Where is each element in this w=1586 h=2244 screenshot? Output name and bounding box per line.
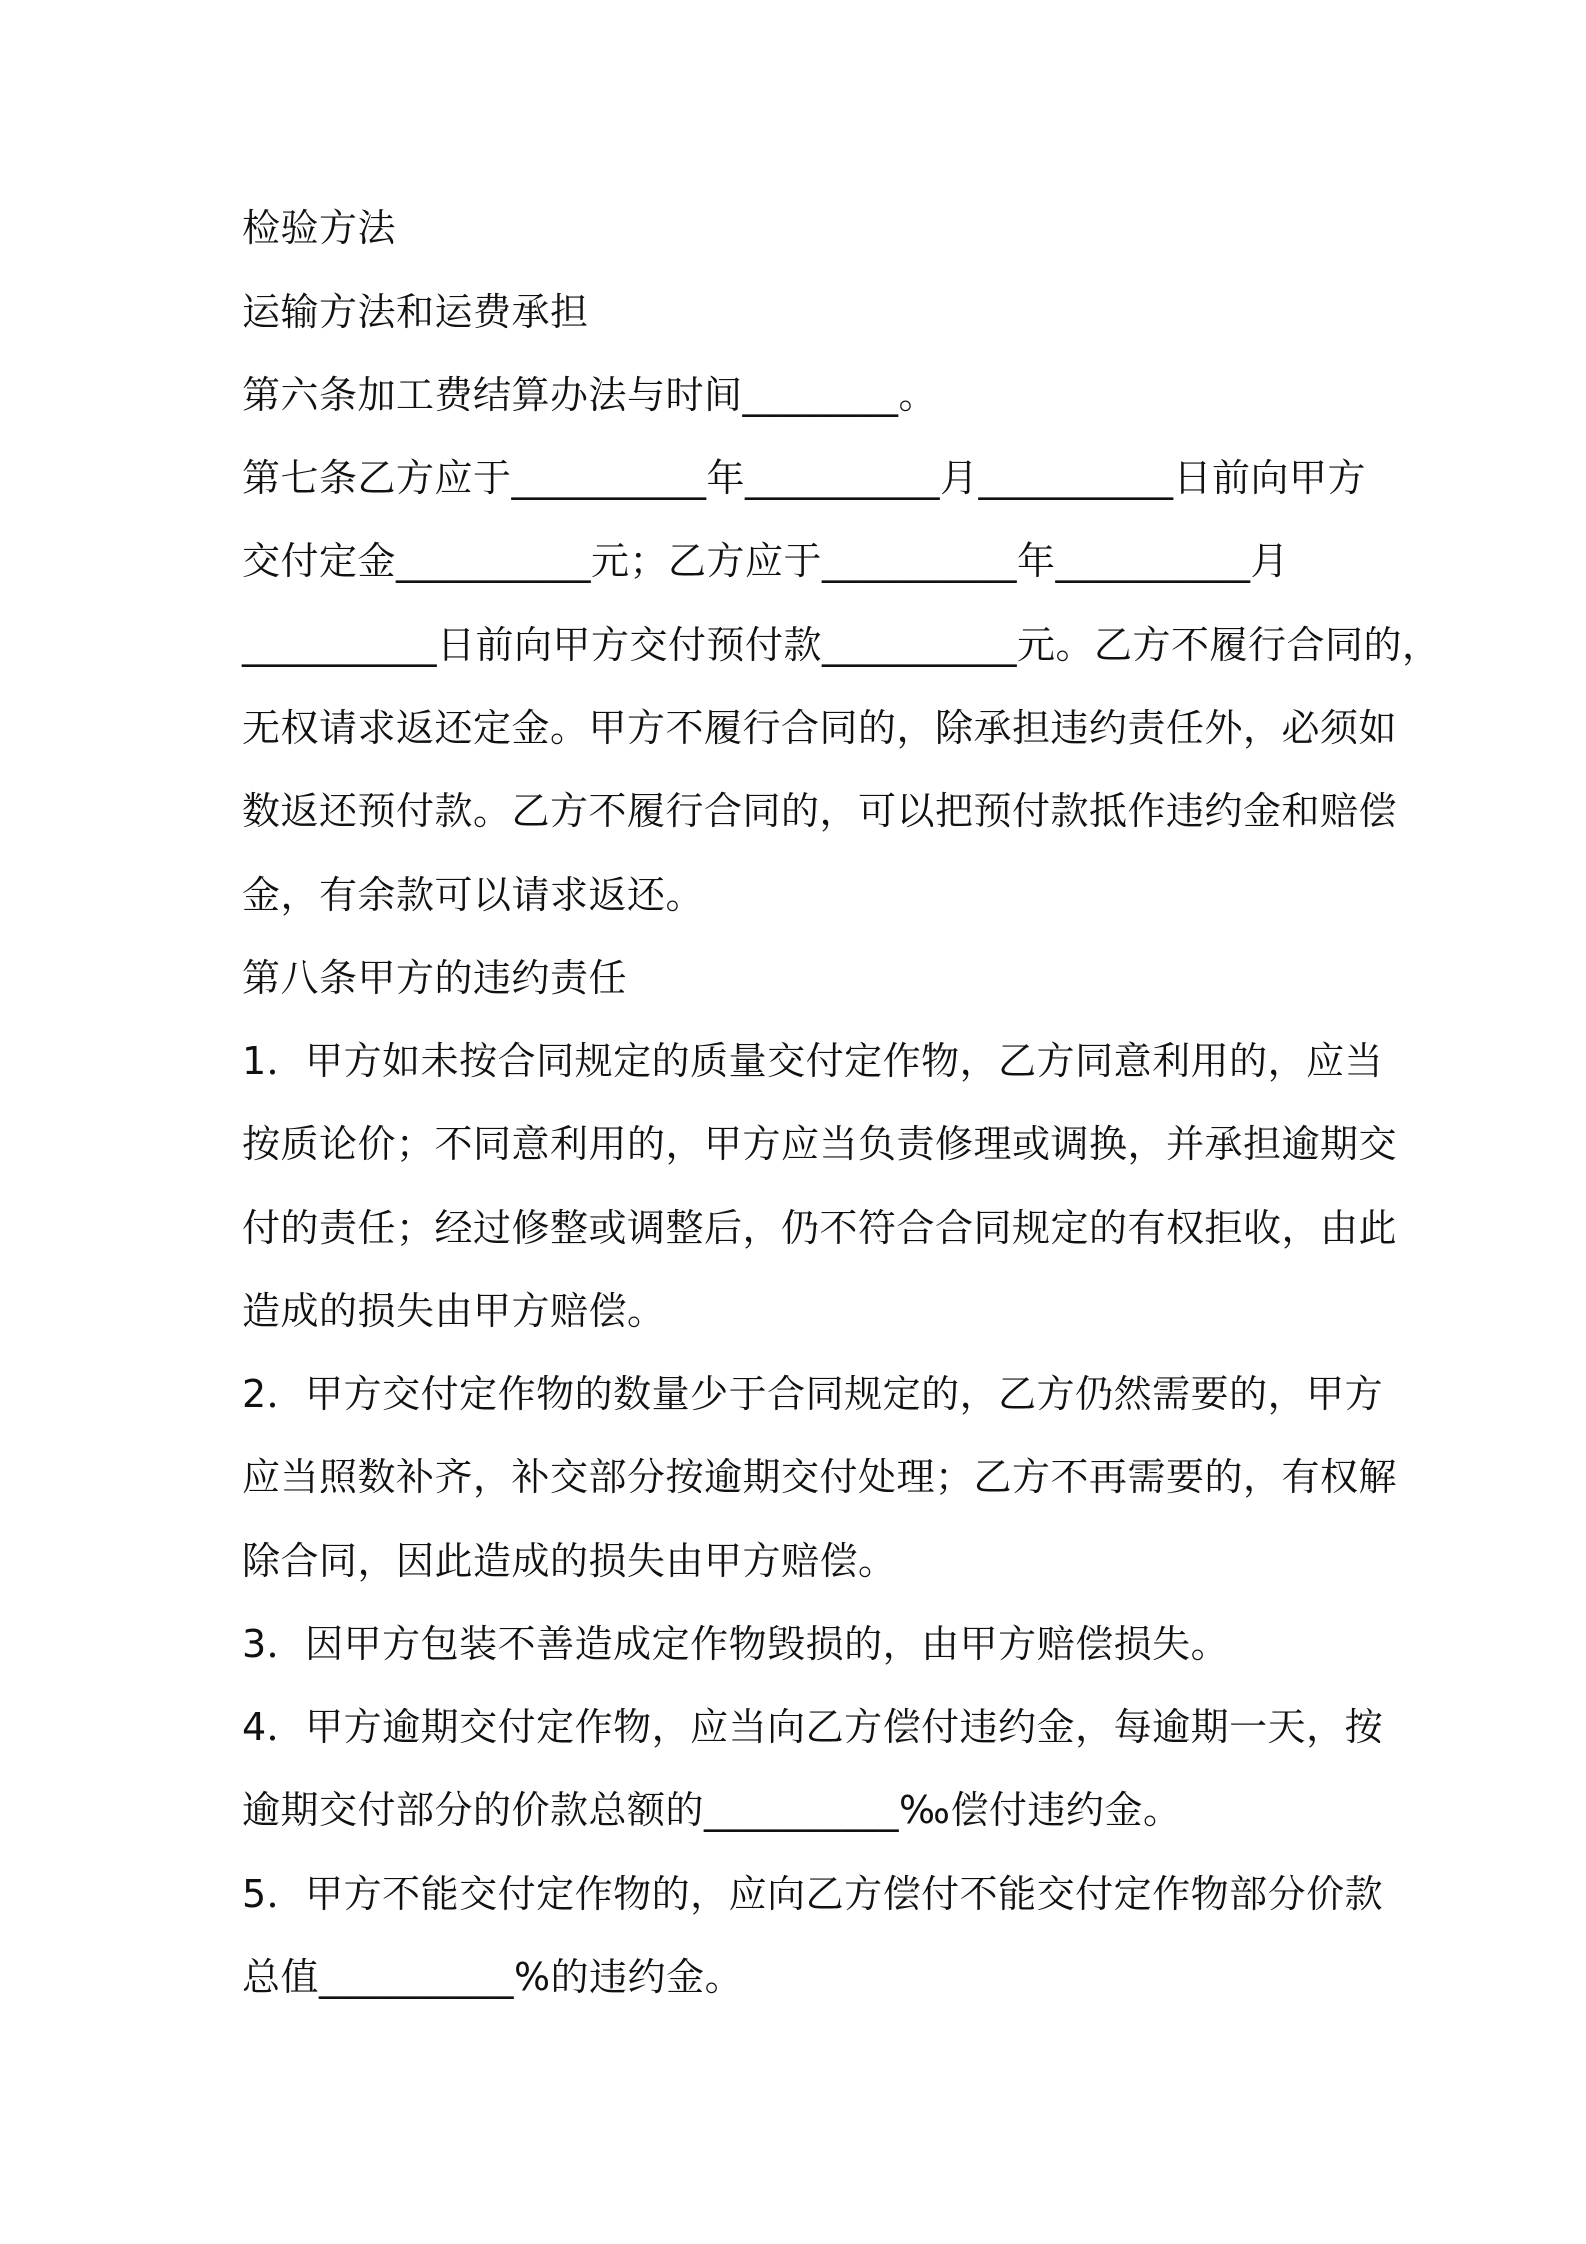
text-line: 逾期交付部分的价款总额的__________‰偿付违约金。 bbox=[242, 1788, 1182, 1832]
text-line: 5．甲方不能交付定作物的，应向乙方偿付不能交付定作物部分价款 bbox=[242, 1872, 1384, 1916]
text-line: 付的责任；经过修整或调整后，仍不符合合同规定的有权拒收，由此 bbox=[242, 1206, 1398, 1250]
text-line: 第七条乙方应于__________年__________月__________日前向甲方 bbox=[242, 456, 1367, 500]
text-line: 2．甲方交付定作物的数量少于合同规定的，乙方仍然需要的，甲方 bbox=[242, 1372, 1384, 1416]
text-line: 1．甲方如未按合同规定的质量交付定作物，乙方同意利用的，应当 bbox=[242, 1039, 1384, 1083]
text-line: 第八条甲方的违约责任 bbox=[242, 956, 628, 1000]
text-line: 第六条加工费结算办法与时间________。 bbox=[242, 373, 938, 417]
text-line: 按质论价；不同意利用的，甲方应当负责修理或调换，并承担逾期交 bbox=[242, 1122, 1398, 1166]
text-line: 无权请求返还定金。甲方不履行合同的，除承担违约责任外，必须如 bbox=[242, 706, 1398, 750]
text-line: 数返还预付款。乙方不履行合同的，可以把预付款抵作违约金和赔偿 bbox=[242, 789, 1398, 833]
text-line: 运输方法和运费承担 bbox=[242, 290, 589, 334]
text-line: __________日前向甲方交付预付款__________元。乙方不履行合同的， bbox=[242, 623, 1441, 667]
text-line: 应当照数补齐，补交部分按逾期交付处理；乙方不再需要的，有权解 bbox=[242, 1455, 1398, 1499]
text-line: 除合同，因此造成的损失由甲方赔偿。 bbox=[242, 1539, 897, 1583]
text-line: 总值__________%的违约金。 bbox=[242, 1955, 744, 1999]
text-line: 4．甲方逾期交付定作物，应当向乙方偿付违约金，每逾期一天，按 bbox=[242, 1705, 1384, 1749]
text-line: 检验方法 bbox=[242, 206, 397, 250]
text-line: 交付定金__________元；乙方应于__________年__________月 bbox=[242, 539, 1290, 583]
text-line: 3．因甲方包装不善造成定作物毁损的，由甲方赔偿损失。 bbox=[242, 1622, 1230, 1666]
text-line: 金，有余款可以请求返还。 bbox=[242, 873, 705, 917]
text-line: 造成的损失由甲方赔偿。 bbox=[242, 1289, 666, 1333]
